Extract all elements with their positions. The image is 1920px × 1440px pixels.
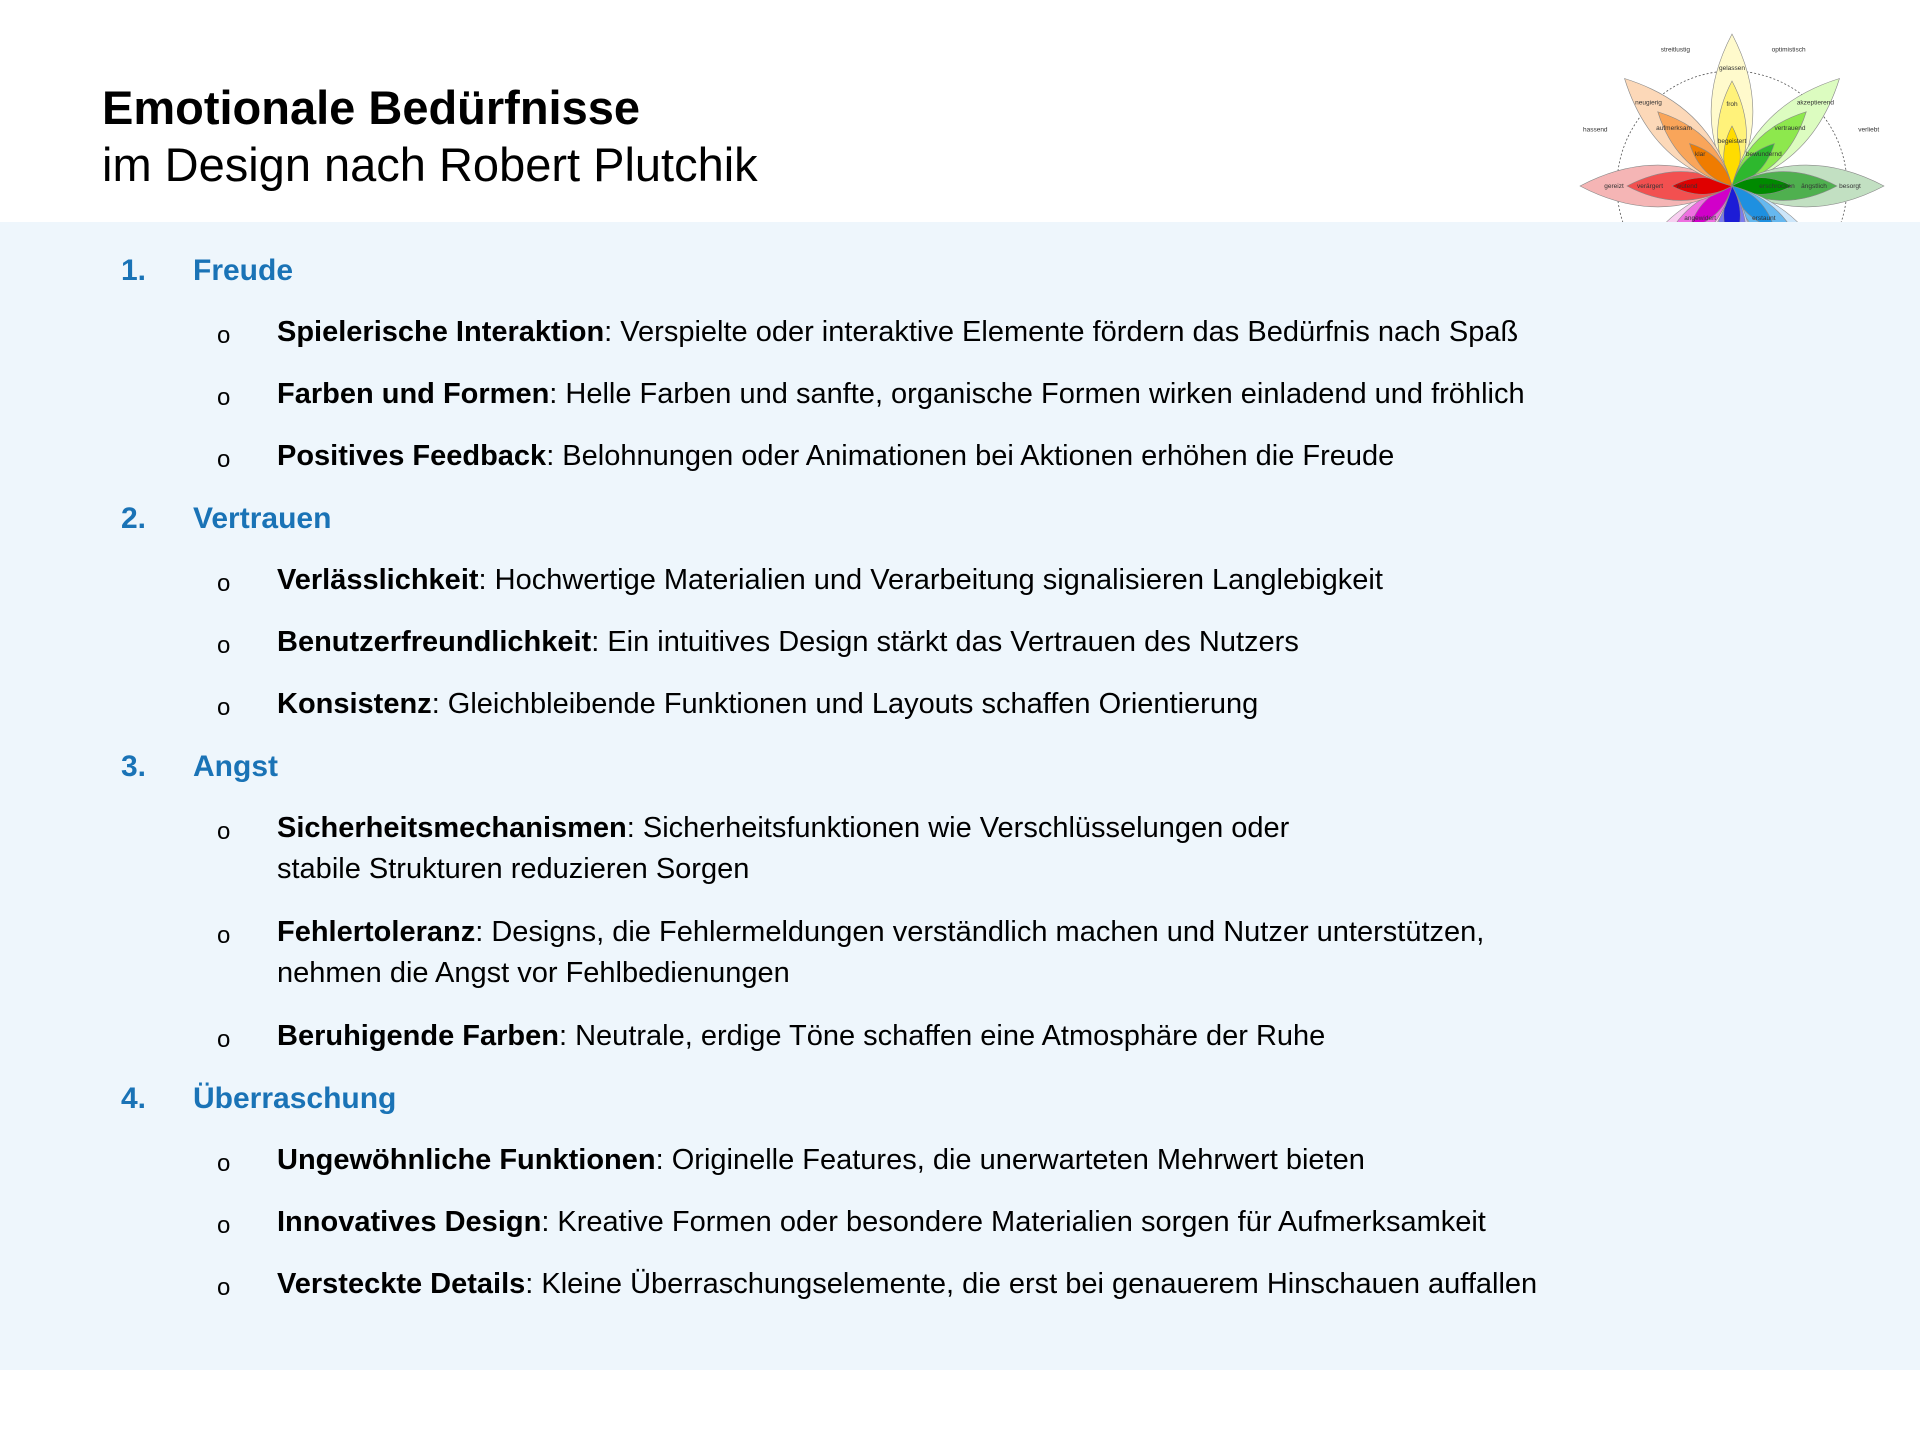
item-text (277, 912, 1697, 994)
section-number: 4. (121, 1082, 147, 1115)
wheel-label: gelassen (1718, 65, 1746, 72)
item-title: Benutzerfreundlichkeit (277, 626, 592, 658)
bullet-icon: o (217, 1274, 231, 1301)
item-description: : Designs, die Fehlermeldungen verständlich machen und Nutzer unterstützen, (475, 916, 1485, 948)
item-text (277, 1016, 1697, 1057)
item-title: Beruhigende Farben (277, 1020, 559, 1052)
section-heading (0, 1068, 1920, 1130)
wheel-dyad-label: streitlustig (1660, 46, 1690, 54)
section-number: 3. (121, 750, 147, 783)
section-label: Vertrauen (193, 502, 332, 535)
section-heading (0, 736, 1920, 798)
item-title: Ungewöhnliche Funktionen (277, 1144, 656, 1176)
item-text (277, 436, 1697, 477)
section-label: Angst (193, 750, 278, 783)
section-list (0, 240, 1920, 1316)
item-text (277, 374, 1697, 415)
item-text (277, 560, 1697, 601)
list-item (0, 1006, 1920, 1068)
wheel-label: neugierig (1635, 99, 1662, 107)
list-item (0, 364, 1920, 426)
wheel-dyad-label: optimistisch (1771, 46, 1806, 54)
item-description: : Neutrale, erdige Töne schaffen eine Atmosphäre der Ruhe (559, 1020, 1326, 1052)
wheel-dyad-label: hassend (1582, 126, 1608, 134)
item-description: : Belohnungen oder Animationen bei Aktionen erhöhen die Freude (546, 440, 1395, 472)
wheel-label: klar (1694, 151, 1706, 159)
item-description: : Ein intuitives Design stärkt das Vertrauen des Nutzers (591, 626, 1299, 658)
item-description: : Helle Farben und sanfte, organische Formen wirken einladend und fröhlich (549, 378, 1525, 410)
section-number: 1. (121, 254, 147, 287)
wheel-label: ängstlich (1801, 183, 1827, 190)
wheel-dyad-label: verliebt (1858, 126, 1880, 134)
list-item (0, 1192, 1920, 1254)
item-title: Positives Feedback (277, 440, 547, 472)
item-text (277, 1140, 1697, 1181)
bullet-icon: o (217, 922, 231, 949)
bullet-icon: o (217, 446, 231, 473)
section-label: Freude (193, 254, 294, 287)
section-label: Überraschung (193, 1082, 397, 1115)
bullet-icon: o (217, 1026, 231, 1053)
item-text (277, 808, 1697, 890)
item-title: Fehlertoleranz (277, 916, 476, 948)
wheel-label: besorgt (1839, 183, 1861, 190)
list-item (0, 302, 1920, 364)
bullet-icon: o (217, 694, 231, 721)
item-title: Versteckte Details (277, 1268, 526, 1300)
list-item (0, 426, 1920, 488)
section-heading (0, 488, 1920, 550)
wheel-label: vertrauend (1774, 125, 1806, 133)
bullet-icon: o (217, 1150, 231, 1177)
wheel-label: aufmerksam (1656, 125, 1692, 133)
item-title: Farben und Formen (277, 378, 550, 410)
wheel-label: begeistert (1717, 138, 1747, 145)
list-item (0, 674, 1920, 736)
wheel-label: gereizt (1604, 183, 1624, 190)
list-item (0, 902, 1920, 1006)
wheel-label: akzeptierend (1796, 99, 1835, 107)
item-description: : Hochwertige Materialien und Verarbeitung signalisieren Langlebigkeit (478, 564, 1383, 596)
wheel-label: bewundernd (1745, 151, 1782, 159)
section-number: 2. (121, 502, 147, 535)
item-title: Innovatives Design (277, 1206, 542, 1238)
list-item (0, 1254, 1920, 1316)
item-title: Konsistenz (277, 688, 432, 720)
item-text (277, 1202, 1697, 1243)
item-text (277, 622, 1697, 663)
item-description: : Kreative Formen oder besondere Materialien sorgen für Aufmerksamkeit (541, 1206, 1486, 1238)
bullet-icon: o (217, 1212, 231, 1239)
item-description: : Kleine Überraschungselemente, die erst bei genauerem Hinschauen auffallen (525, 1268, 1538, 1300)
item-description: : Verspielte oder interaktive Elemente fördern das Bedürfnis nach Spaß (604, 316, 1519, 348)
wheel-label: froh (1726, 101, 1738, 108)
item-title: Spielerische Interaktion (277, 316, 605, 348)
page-title: Emotionale Bedürfnisse (102, 81, 640, 134)
content-area (0, 222, 1920, 1370)
item-description-continued: stabile Strukturen reduzieren Sorgen (277, 853, 750, 885)
item-text (277, 1264, 1697, 1305)
page-subtitle: im Design nach Robert Plutchik (102, 138, 758, 191)
bullet-icon: o (217, 570, 231, 597)
section-heading (0, 240, 1920, 302)
bullet-icon: o (217, 384, 231, 411)
wheel-label: erschrocken (1759, 183, 1795, 190)
bullet-icon: o (217, 632, 231, 659)
item-title: Verlässlichkeit (277, 564, 479, 596)
wheel-label: verärgert (1636, 183, 1664, 190)
item-description: : Gleichbleibende Funktionen und Layouts schaffen Orientierung (431, 688, 1259, 720)
wheel-label: erstaunt (1752, 214, 1776, 222)
wheel-label: wütend (1676, 183, 1698, 190)
item-text (277, 312, 1697, 353)
bullet-icon: o (217, 818, 231, 845)
item-description: : Sicherheitsfunktionen wie Verschlüsselungen oder (626, 812, 1290, 844)
item-description: : Originelle Features, die unerwarteten Mehrwert bieten (655, 1144, 1365, 1176)
item-title: Sicherheitsmechanismen (277, 812, 627, 844)
bullet-icon: o (217, 322, 231, 349)
list-item (0, 550, 1920, 612)
list-item (0, 798, 1920, 902)
wheel-label: angewidert (1684, 214, 1717, 222)
list-item (0, 612, 1920, 674)
item-text (277, 684, 1697, 725)
item-description-continued: nehmen die Angst vor Fehlbedienungen (277, 957, 790, 989)
list-item (0, 1130, 1920, 1192)
